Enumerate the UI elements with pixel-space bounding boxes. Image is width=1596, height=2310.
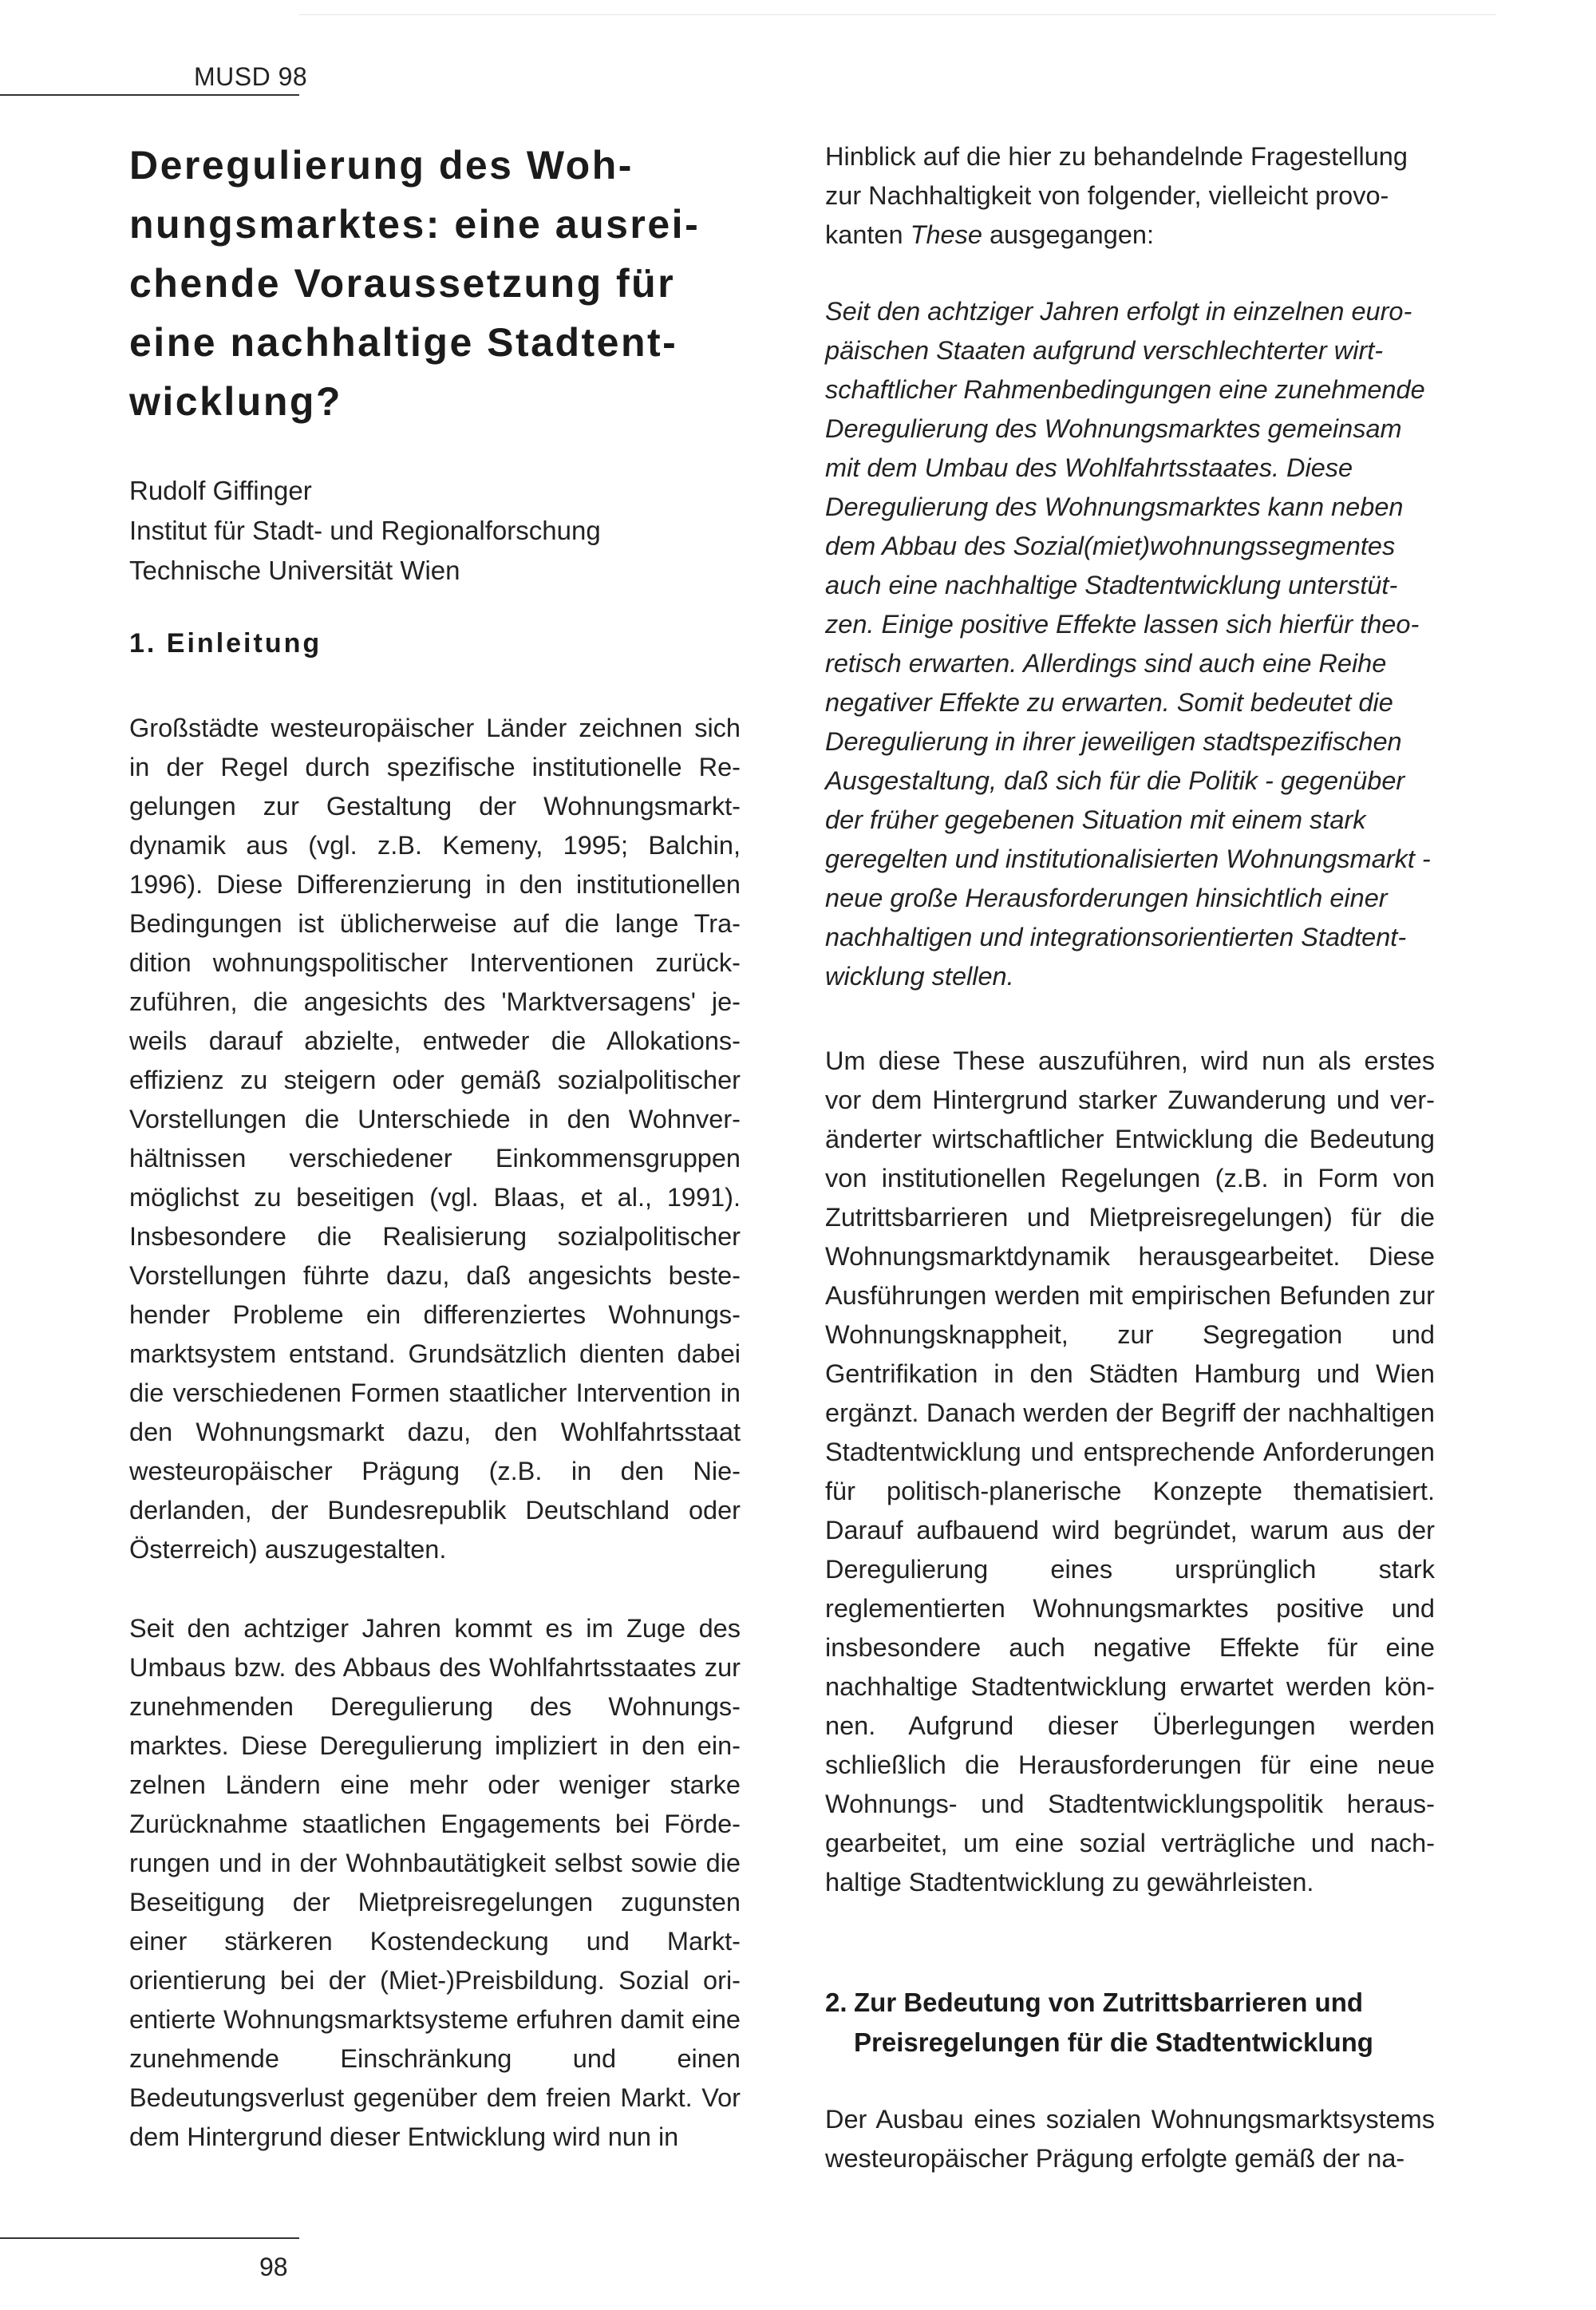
intro-paragraph-4: Um diese These auszuführen, wird nun als erstes vor dem Hintergrund starker Zuwanderung und veränderter wirtschaftlicher Entwicklung die Bedeutung von institutionellen Regelungen (z.B. in Form von Zutrittsbarrieren und Mietpreisregelungen) für die Wohnungsmarktdynamik herausgearbeitet. Diese Ausführungen werden mit empirischen Befunden zur Wohnungsknappheit, zur Segregation und Gentrifikation in den Städten Hamburg und Wien ergänzt. Danach werden der Begriff der nachhaltigen Stadtentwicklung und entsprechende Anforderungen für politisch-planerische Konzepte thematisiert. Darauf aufbauend wird begründet, warum aus der Deregulierung eines ursprünglich stark reglementierten Wohnungsmarktes positive und insbesondere auch negative Effekte für eine nachhaltige Stadtentwicklung erwartet werden können. Aufgrund dieser Überlegungen werden schließlich die Herausforderungen für eine neue Wohnungs- und Stadtentwicklungspolitik herausgearbeitet, um eine sozial verträgliche und nachhaltige Stadtentwicklung zu gewährleisten.: [825, 1046, 1435, 1897]
section-1-heading: 1. Einleitung: [129, 628, 322, 659]
title-line: Deregulierung des Woh-: [129, 143, 634, 188]
affiliation-institute: Institut für Stadt- und Regionalforschung: [129, 516, 601, 545]
intro-paragraph-1: Großstädte westeuropäischer Länder zeichnen sich in der Regel durch spezifische institutionelle Regelungen zur Gestaltung der Wohnungsmarktdynamik aus (vgl. z.B. Kemeny, 1995; Balchin, 1996). Diese Differenzierung in den institutionellen Bedingungen ist üblicherweise auf die lange Tradition wohnungspolitischer Interventionen zurückzuführen, die angesichts des 'Marktversagens' jeweils darauf abzielte, entweder die Allokationseffizienz zu steigern oder gemäß sozialpolitischer Vorstellungen die Unterschiede in den Wohnverhältnissen verschiedener Einkommensgruppen möglichst zu beseitigen (vgl. Blaas, et al., 1991). Insbesondere die Realisierung sozialpolitischer Vorstellungen führte dazu, daß angesichts bestehender Probleme ein differenziertes Wohnungsmarktsystem entstand. Grundsätzlich dienten dabei die verschiedenen Formen staatlicher Intervention in den Wohnungsmarkt dazu, den Wohlfahrtsstaat westeuropäischer Prägung (z.B. in den Niederlanden, der Bundesrepublik Deutschland oder Österreich) auszugestalten.: [129, 714, 741, 1564]
article-title: [129, 136, 736, 431]
paragraph-3-end: ausgegangen:: [982, 220, 1154, 249]
title-line: chende Voraussetzung für: [129, 261, 676, 306]
intro-paragraph-3: [825, 137, 1435, 255]
title-line: nungsmarktes: eine ausrei-: [129, 202, 701, 247]
section-2-heading: [825, 1983, 1435, 2063]
thesis-statement: Seit den achtziger Jahren erfolgt in einzelnen europäischen Staaten aufgrund verschlechterter wirtschaftlicher Rahmenbedingungen eine zunehmende Deregulierung des Wohnungsmarktes gemeinsam mit dem Umbau des Wohlfahrtsstaates. Diese Deregulierung des Wohnungsmarktes kann neben dem Abbau des Sozial(miet)wohnungssegmentes auch eine nachhaltige Stadtentwicklung unterstützen. Einige positive Effekte lassen sich hierfür theoretisch erwarten. Allerdings sind auch eine Reihe negativer Effekte zu erwarten. Somit bedeutet die Deregulierung in ihrer jeweiligen stadtspezifischen Ausgestaltung, daß sich für die Politik - gegenüber der früher gegebenen Situation mit einem stark geregelten und institutionalisierten Wohnungsmarkt - neue große Herausforderungen hinsichtlich einer nachhaltigen und integrationsorientierten Stadtentwicklung stellen.: [825, 297, 1431, 991]
running-head: MUSD 98: [194, 62, 308, 91]
title-line: eine nachhaltige Stadtent-: [129, 320, 678, 365]
intro-paragraph-2: Seit den achtziger Jahren kommt es im Zuge des Umbaus bzw. des Abbaus des Wohlfahrtsstaates zur zunehmenden Deregulierung des Wohnungsmarktes. Diese Deregulierung impliziert in den einzelnen Ländern eine mehr oder weniger starke Zurücknahme staatlichen Engagements bei Förderungen und in der Wohnbautätigkeit selbst sowie die Beseitigung der Mietpreisregelungen zugunsten einer stärkeren Kostendeckung und Marktorientierung bei der (Miet-)Preisbildung. Sozial orientierte Wohnungsmarktsysteme erfuhren damit eine zunehmende Einschränkung und einen Bedeutungsverlust gegenüber dem freien Markt. Vor dem Hintergrund dieser Entwicklung wird nun in: [129, 1614, 741, 2151]
footer-rule: [0, 2237, 299, 2239]
section-2-number: 2.: [825, 1988, 847, 2017]
these-emphasis: These: [910, 220, 982, 249]
section-2-heading-line-2: Preisregelungen für die Stadtentwicklung: [854, 2027, 1373, 2057]
author-block: [129, 471, 736, 591]
paragraph-3-start: Hinblick auf die hier zu behandelnde Fragestellung zur Nachhaltigkeit von folgender, vielleicht provokanten: [825, 142, 1408, 249]
section-2-paragraph-1: Der Ausbau eines sozialen Wohnungsmarktsystems westeuropäischer Prägung erfolgte gemäß der na-: [825, 2105, 1435, 2173]
affiliation-university: Technische Universität Wien: [129, 556, 460, 585]
page-number: 98: [259, 2253, 288, 2281]
header-rule: [0, 94, 299, 96]
title-line: wicklung?: [129, 379, 342, 424]
section-2-heading-line-1: Zur Bedeutung von Zutrittsbarrieren und: [854, 1988, 1364, 2017]
author-name: Rudolf Giffinger: [129, 476, 312, 505]
top-scan-line: [299, 14, 1496, 15]
